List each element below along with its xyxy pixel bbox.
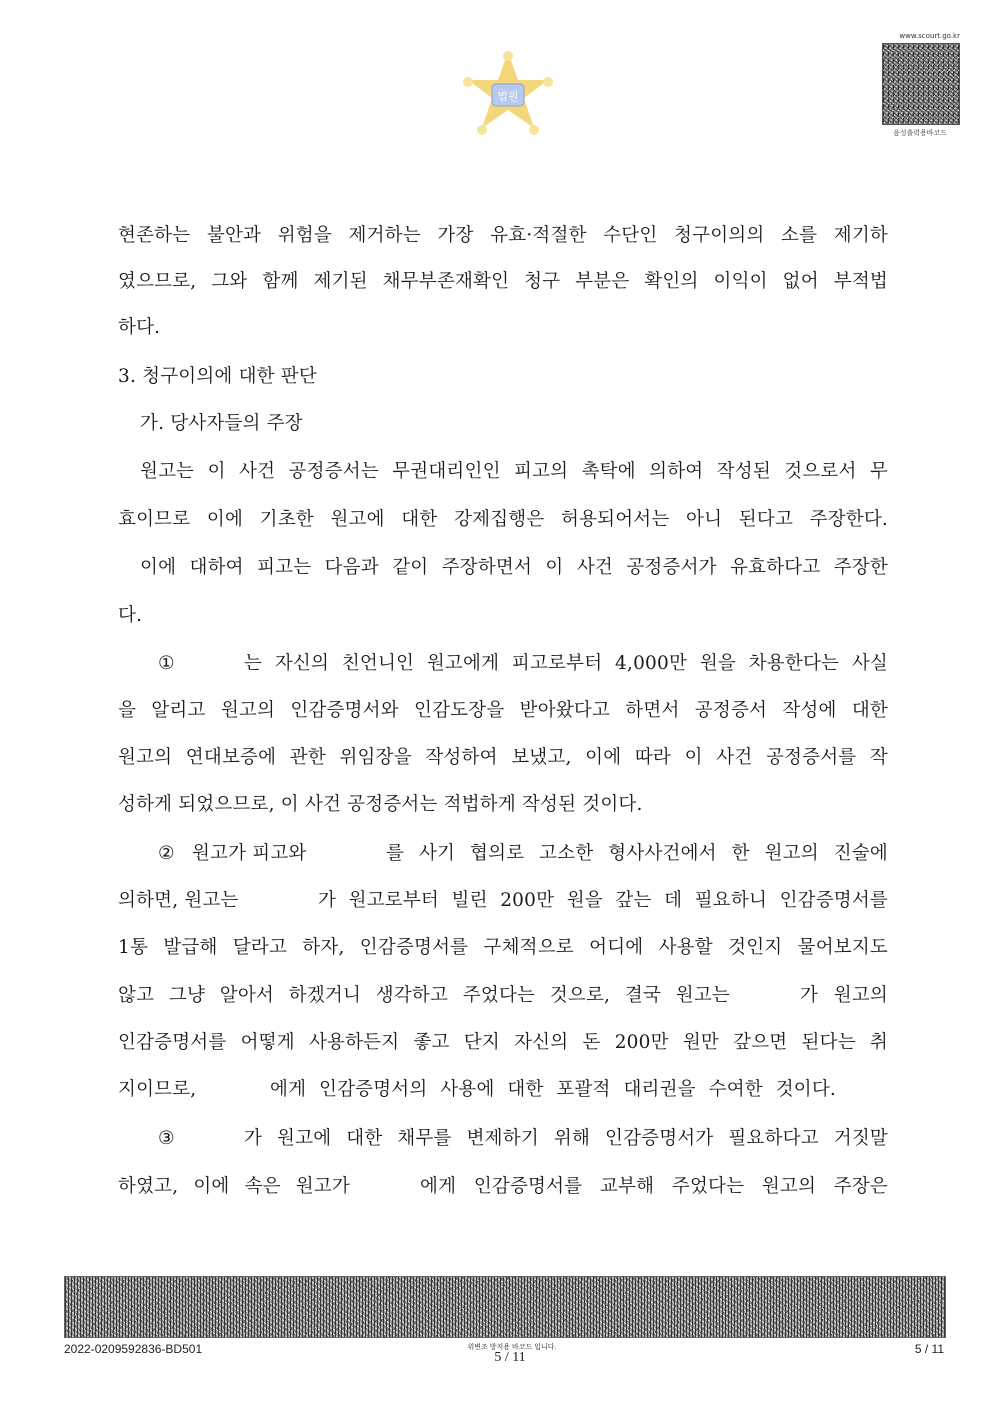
body-line: 하였고, 이에 속은 원고가 [118,1176,350,1197]
court-emblem-logo [462,50,554,142]
emblem-text: 법원 [497,90,519,103]
body-line: 않고 그냥 알아서 하겠거니 생각하고 주었다는 것으로, 결국 원고는 [118,985,730,1006]
body-line: 의하면, 원고는 [118,890,239,911]
body-line: 을 알리고 원고의 인감증명서와 인감도장을 받아왔다고 하면서 공정증서 작성에 대한 [118,700,888,721]
body-line: 를 사기 협의로 고소한 형사사건에서 한 원고의 진술에 [386,843,888,864]
body-line: 가 원고에 대한 채무를 변제하기 위해 인감증명서가 필요하다고 거짓말 [244,1128,888,1149]
body-line: 지이므로, [118,1079,197,1100]
body-line: 에게 인감증명서를 교부해 주었다는 원고의 주장은 [420,1176,888,1197]
page-number-right: 5 / 11 [914,1342,944,1356]
body-line: 1통 발급해 달라고 하자, 인감증명서를 구체적으로 어디에 사용할 것인지 물어보지도 [118,937,888,958]
claim-number: ② [158,843,175,864]
body-line: 현존하는 불안과 위험을 제거하는 가장 유효·적절한 수단인 청구이의의 소를 제기하 [118,225,888,246]
body-line: 가 원고의 [800,985,888,1006]
claim-number: ① [158,653,175,674]
barcode-notice: 위변조 방지용 바코드 입니다. [467,1344,557,1351]
body-line: 효이므로 이에 기초한 원고에 대한 강제집행은 허용되어서는 아니 된다고 주장한다. [118,509,888,530]
anti-forgery-barcode [64,1276,946,1338]
body-line: 이에 대하여 피고는 다음과 같이 주장하면서 이 사건 공정증서가 유효하다고 주장한 [140,557,888,578]
body-line: 다. [118,605,143,626]
section-heading: 3. 청구이의에 대한 판단 [118,366,317,387]
document-id: 2022-0209592836-BD501 [64,1342,203,1356]
body-line: 인감증명서를 어떻게 사용하든지 좋고 단지 자신의 돈 200만 원만 갚으면 된다는 취 [118,1032,888,1053]
body-line: 가 원고로부터 빌린 200만 원을 갚는 데 필요하니 인감증명서를 [318,890,888,911]
qr-code-image [882,43,960,125]
body-line: 에게 인감증명서의 사용에 대한 포괄적 대리권을 수여한 것이다. [270,1079,836,1100]
barcode-url: www.scourt.go.kr [899,32,960,40]
body-line: 성하게 되었으므로, 이 사건 공정증서는 적법하게 작성된 것이다. [118,794,643,815]
body-line: 원고가 피고와 [192,843,307,864]
body-line: 원고의 연대보증에 관한 위임장을 작성하여 보냈고, 이에 따라 이 사건 공정증서를 작 [118,747,888,768]
claim-number: ③ [158,1128,175,1149]
body-line: 였으므로, 그와 함께 제기된 채무부존재확인 청구 부분은 확인의 이익이 없어 부적법 [118,271,888,292]
subsection-heading: 가. 당사자들의 주장 [140,413,303,434]
body-line: 는 자신의 친언니인 원고에게 피고로부터 4,000만 원을 차용한다는 사실 [244,653,888,674]
barcode-caption: 음성출력용바코드 [892,129,948,137]
page-number-center: 5 / 11 [494,1350,526,1365]
body-line: 원고는 이 사건 공정증서는 무권대리인인 피고의 촉탁에 의하여 작성된 것으로서 무 [140,461,888,482]
voice-output-barcode [880,32,960,138]
body-line: 하다. [118,317,161,338]
